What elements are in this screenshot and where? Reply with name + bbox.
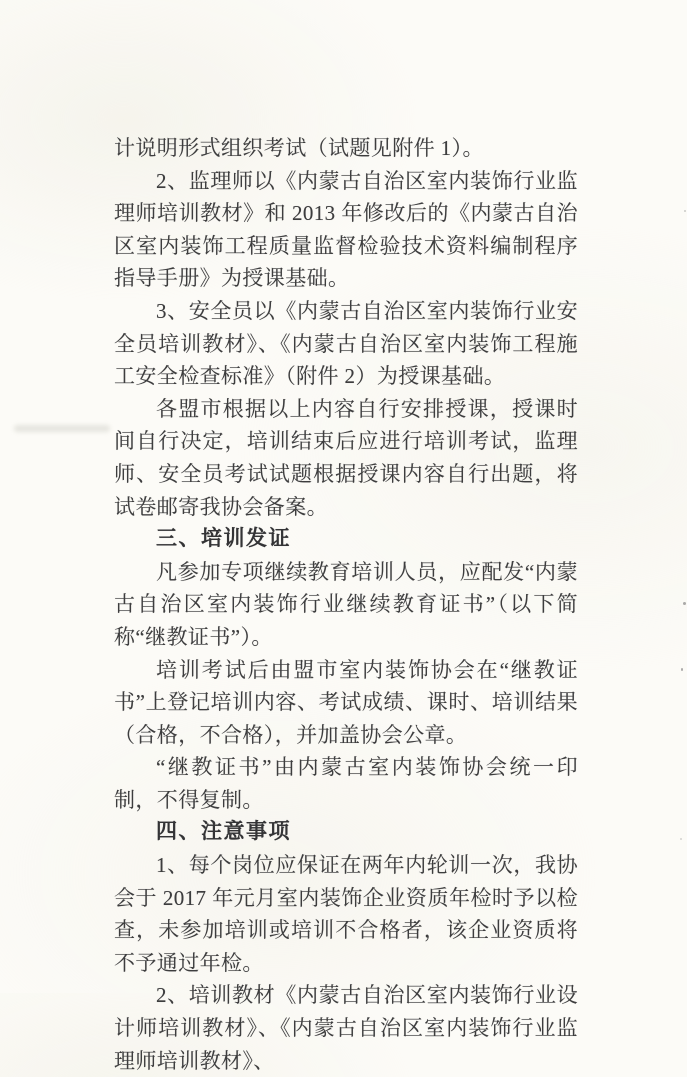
scan-speck-artifact [683, 602, 686, 605]
paragraph-item-3-safety-officer: 3、安全员以《内蒙古自治区室内装饰行业安全员培训教材》、《内蒙古自治区室内装饰工程施工安全检查标准》（附件 2）为授课基础。 [114, 298, 578, 389]
paragraph-certificate-printing: “继教证书”由内蒙古室内装饰协会统一印制，不得复制。 [114, 755, 578, 812]
scan-speck-artifact [680, 838, 682, 840]
paragraph-certificate-registration: 培训考试后由盟市室内装饰协会在“继教证书”上登记培训内容、考试成绩、课时、培训结果（合格，不合格），并加盖协会公章。 [114, 657, 578, 747]
paragraph-item-2-supervisor: 2、监理师以《内蒙古自治区室内装饰行业监理师培训教材》和 2013 年修改后的《内蒙古自治区室内装饰工程质量监督检验技术资料编制程序指导手册》为授课基础。 [114, 168, 578, 291]
document-text-block [114, 132, 578, 1077]
scan-smudge-artifact [14, 425, 110, 432]
paragraph-league-city-arrangement: 各盟市根据以上内容自行安排授课，授课时间自行决定，培训结束后应进行培训考试，监理师、安全员考试试题根据授课内容自行出题，将试卷邮寄我协会备案。 [114, 396, 578, 519]
section-heading-training-certification: 三、培训发证 [156, 527, 291, 551]
paragraph-certificate-issue: 凡参加专项继续教育培训人员，应配发“内蒙古自治区室内装饰行业继续教育证书”（以下简称“继教证书”）。 [114, 559, 578, 649]
paragraph-note-1-rotation: 1、每个岗位应保证在两年内轮训一次，我协会于 2017 年元月室内装饰企业资质年检时予以检查，未参加培训或培训不合格者，该企业资质将不予通过年检。 [114, 853, 578, 975]
paragraph-continuation: 计说明形式组织考试（试题见附件 1）。 [114, 136, 484, 160]
section-heading-notes: 四、注意事项 [156, 820, 291, 844]
scan-speck-artifact [684, 210, 686, 212]
scan-speck-artifact [681, 668, 683, 671]
paragraph-note-2-materials: 2、培训教材《内蒙古自治区室内装饰行业设计师培训教材》、《内蒙古自治区室内装饰行业监理师培训教材》、 [114, 983, 578, 1073]
